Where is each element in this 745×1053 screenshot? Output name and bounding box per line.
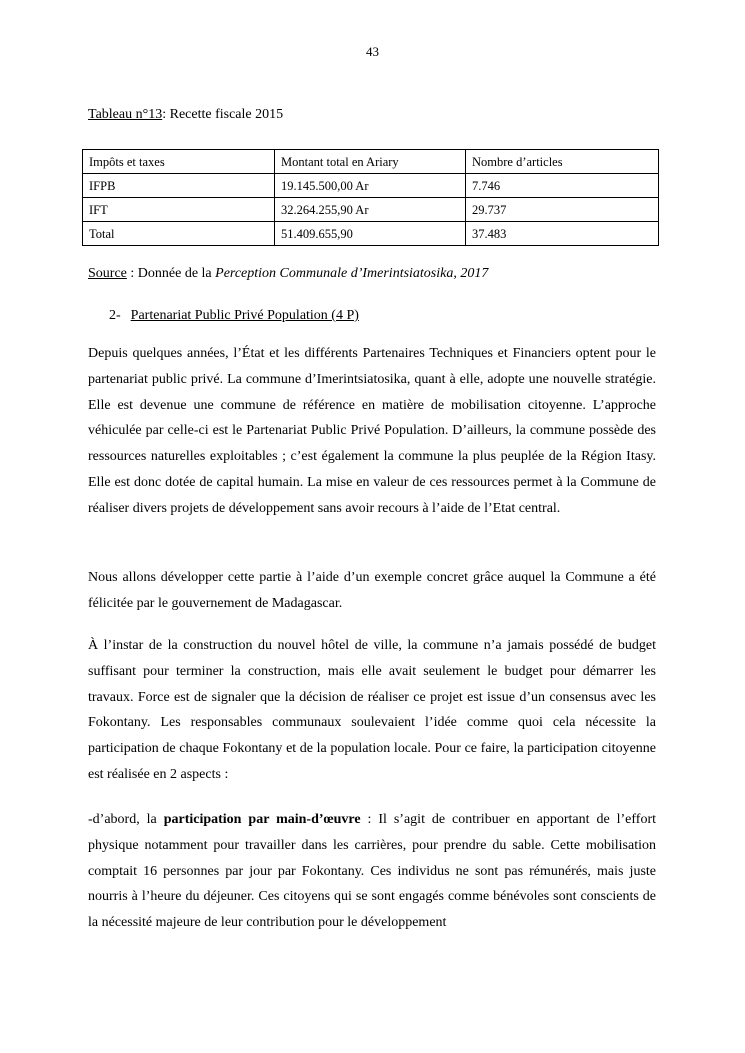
table-cell: IFT <box>83 198 275 222</box>
table-cell: IFPB <box>83 174 275 198</box>
table-cell: 32.264.255,90 Ar <box>275 198 466 222</box>
table-row <box>83 174 659 198</box>
paragraph-hotel-de-ville: À l’instar de la construction du nouvel hôtel de ville, la commune n’a jamais possédé de budget suffisant pour terminer la construction, mais elle avait seulement le budget pour démarrer les travaux. Force est de signaler que la décision de réaliser ce projet est issue d’un consensus avec les Fokontany. Les responsables communaux soulevaient l’idée comme quoi cela nécessite la participation de chaque Fokontany et de la population locale. Pour ce faire, la participation citoyenne est réalisée en 2 aspects : <box>88 638 656 782</box>
paragraph-main-doeuvre-bold: participation par main-d’œuvre <box>163 812 361 827</box>
paragraph-main-doeuvre-prefix: -d’abord, la <box>88 812 164 827</box>
section-title: Partenariat Public Privé Population (4 P) <box>130 308 359 323</box>
paragraph-example: Nous allons développer cette partie à l’aide d’un exemple concret grâce auquel la Commune a été félicitée par le gouvernement de Madagascar. <box>88 570 656 611</box>
source-prefix: : Donnée de la <box>126 266 216 281</box>
table-caption-text: : Recette fiscale 2015 <box>162 107 284 122</box>
section-heading <box>109 308 359 324</box>
paragraph-main-doeuvre-rest: : Il s’agit de contribuer en apportant de l’effort physique notamment pour travailler dans les carrières, pour prendre du sable. Cette mobilisation comptait 16 personnes par jour par Fokontany. Ces individus ne sont pas rémunérés, mais juste nourris à l’heure du déjeuner. Ces citoyens qui se sont engagés comme bénévoles sont conscients de la nécessité majeure de leur contribution pour le développement <box>88 812 657 931</box>
table-cell: 7.746 <box>466 174 659 198</box>
table-header-row <box>83 150 659 174</box>
fiscal-revenue-table <box>82 149 659 246</box>
table-cell: 19.145.500,00 Ar <box>275 174 466 198</box>
table-cell: 37.483 <box>466 222 659 246</box>
table-cell: 51.409.655,90 <box>275 222 466 246</box>
source-label: Source <box>88 266 127 281</box>
table-source-note <box>88 266 488 282</box>
table-row <box>83 222 659 246</box>
table-caption-label: Tableau n°13 <box>88 107 163 122</box>
page-number: 43 <box>366 44 379 59</box>
table-row <box>83 198 659 222</box>
table-caption <box>88 107 283 123</box>
source-reference: Perception Communale d’Imerintsiatosika, 2017 <box>215 266 489 281</box>
table-cell: 29.737 <box>466 198 659 222</box>
paragraph-main-doeuvre <box>88 807 656 936</box>
section-number: 2- <box>109 308 121 323</box>
header-cell-taxes: Impôts et taxes <box>83 150 275 174</box>
header-cell-amount: Montant total en Ariary <box>275 150 466 174</box>
header-cell-articles: Nombre d’articles <box>466 150 659 174</box>
table-cell: Total <box>83 222 275 246</box>
paragraph-intro: Depuis quelques années, l’État et les différents Partenaires Techniques et Financiers optent pour le partenariat public privé. La commune d’Imerintsiatosika, quant à elle, adopte une nouvelle stratégie. Elle est devenue une commune de référence en matière de mobilisation citoyenne. L’approche véhiculée par celle-ci est le Partenariat Public Privé Population. D’ailleurs, la commune possède des ressources naturelles exploitables ; c’est également la commune la plus peuplée de la Région Itasy. Elle est donc dotée de capital humain. La mise en valeur de ces ressources permet à la Commune de réaliser divers projets de développement sans avoir recours à l’aide de l’Etat central. <box>88 346 656 516</box>
